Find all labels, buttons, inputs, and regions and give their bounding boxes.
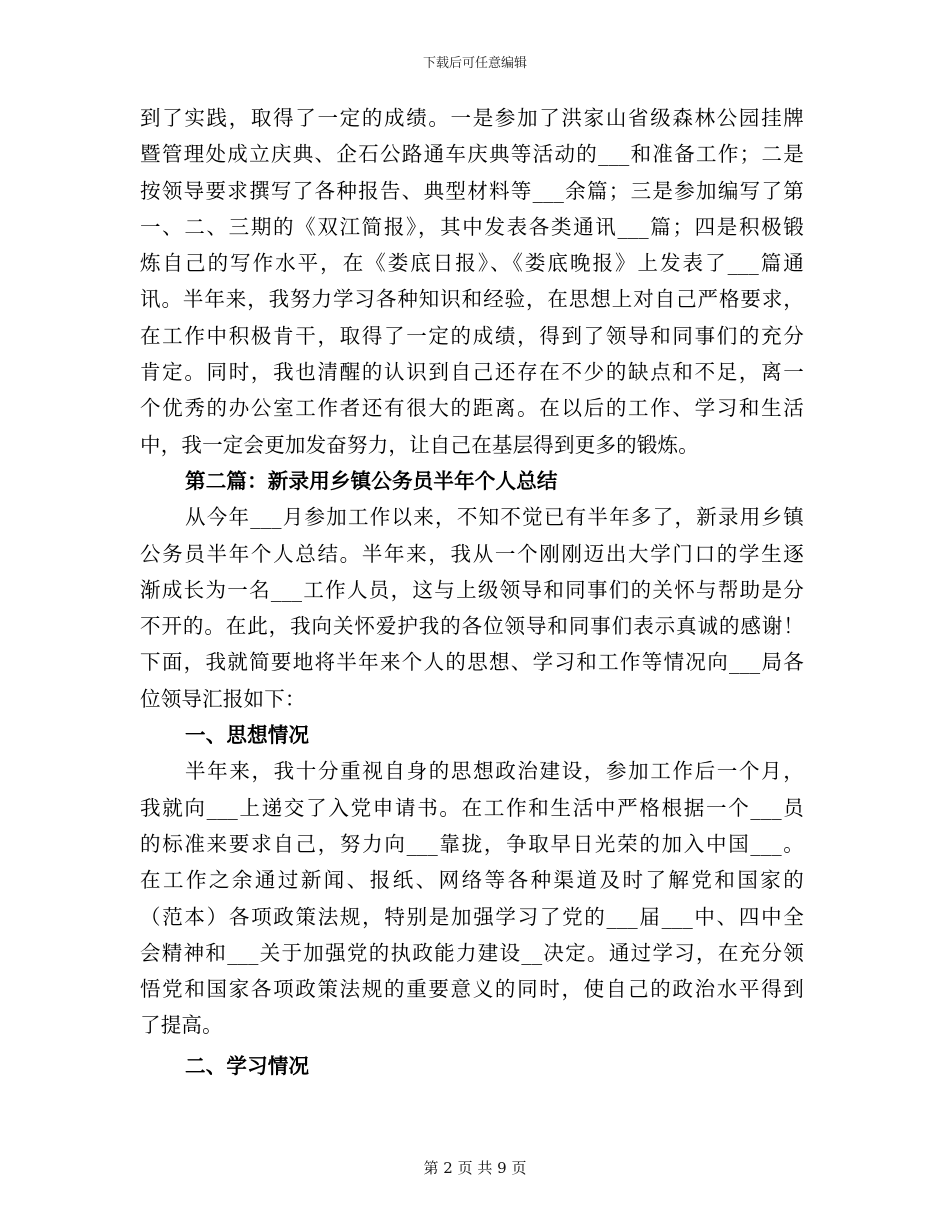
paragraph-line: 肯定。同时，我也清醒的认识到自己还存在不少的缺点和不足，离一 <box>140 360 804 385</box>
paragraph-line: 在工作之余通过新闻、报纸、网络等各种渠道及时了解党和国家的 <box>140 868 804 893</box>
paragraph-line: 位领导汇报如下： <box>140 686 306 711</box>
paragraph-line: 公务员半年个人总结。半年来，我从一个刚刚迈出大学门口的学生逐 <box>140 541 804 566</box>
section-heading <box>140 463 804 499</box>
paragraph-line: 的标准来要求自己，努力向___靠拢，争取早日光荣的加入中国___。 <box>140 831 804 856</box>
paragraph-line: 暨管理处成立庆典、企石公路通车庆典等活动的___和准备工作；二是 <box>140 142 804 167</box>
paragraph-line: 讯。半年来，我努力学习各种知识和经验，在思想上对自己严格要求， <box>140 287 804 312</box>
paragraph-line: （范本）各项政策法规，特别是加强学习了党的___届___中、四中全 <box>140 904 804 929</box>
paragraph-line: 在工作中积极肯干，取得了一定的成绩，得到了领导和同事们的充分 <box>140 323 804 348</box>
document-body <box>140 100 804 1084</box>
page-header: 下载后可任意编辑 <box>422 56 527 71</box>
heading-text: 第二篇：新录用乡镇公务员半年个人总结 <box>185 468 558 493</box>
page-footer: 第 2 页 共 9 页 <box>423 1159 527 1177</box>
paragraph <box>140 499 804 717</box>
heading-text: 二、学习情况 <box>185 1053 310 1078</box>
paragraph-line: 一、二、三期的《双江简报》，其中发表各类通讯___篇；四是积极锻 <box>140 214 804 239</box>
paragraph <box>140 100 804 463</box>
paragraph-line: 从今年___月参加工作以来，不知不觉已有半年多了，新录用乡镇 <box>185 505 804 530</box>
paragraph-line: 会精神和___关于加强党的执政能力建设__决定。通过学习，在充分领 <box>140 940 804 965</box>
section-heading <box>140 1048 804 1084</box>
heading-text: 一、思想情况 <box>185 723 310 748</box>
paragraph-line: 中，我一定会更加发奋努力，让自己在基层得到更多的锻炼。 <box>140 432 699 457</box>
paragraph-line: 按领导要求撰写了各种报告、典型材料等___余篇；三是参加编写了第 <box>140 178 804 203</box>
paragraph-line: 了提高。 <box>140 1013 223 1038</box>
paragraph-line: 半年来，我十分重视自身的思想政治建设，参加工作后一个月， <box>185 759 804 784</box>
paragraph-line: 悟党和国家各项政策法规的重要意义的同时，使自己的政治水平得到 <box>140 977 804 1002</box>
paragraph-line: 不开的。在此，我向关怀爱护我的各位领导和同事们表示真诚的感谢！ <box>140 614 804 639</box>
section-heading <box>140 717 804 753</box>
paragraph-line: 渐成长为一名___工作人员，这与上级领导和同事们的关怀与帮助是分 <box>140 577 804 602</box>
paragraph-line: 到了实践，取得了一定的成绩。一是参加了洪家山省级森林公园挂牌 <box>140 106 804 130</box>
paragraph-line: 我就向___上递交了入党申请书。在工作和生活中严格根据一个___员 <box>140 795 804 820</box>
paragraph-line: 炼自己的写作水平，在《娄底日报》、《娄底晚报》上发表了___篇通 <box>140 251 804 276</box>
paragraph-line: 个优秀的办公室工作者还有很大的距离。在以后的工作、学习和生活 <box>140 396 804 421</box>
paragraph <box>140 753 804 1043</box>
paragraph-line: 下面，我就简要地将半年来个人的思想、学习和工作等情况向___局各 <box>140 650 804 675</box>
